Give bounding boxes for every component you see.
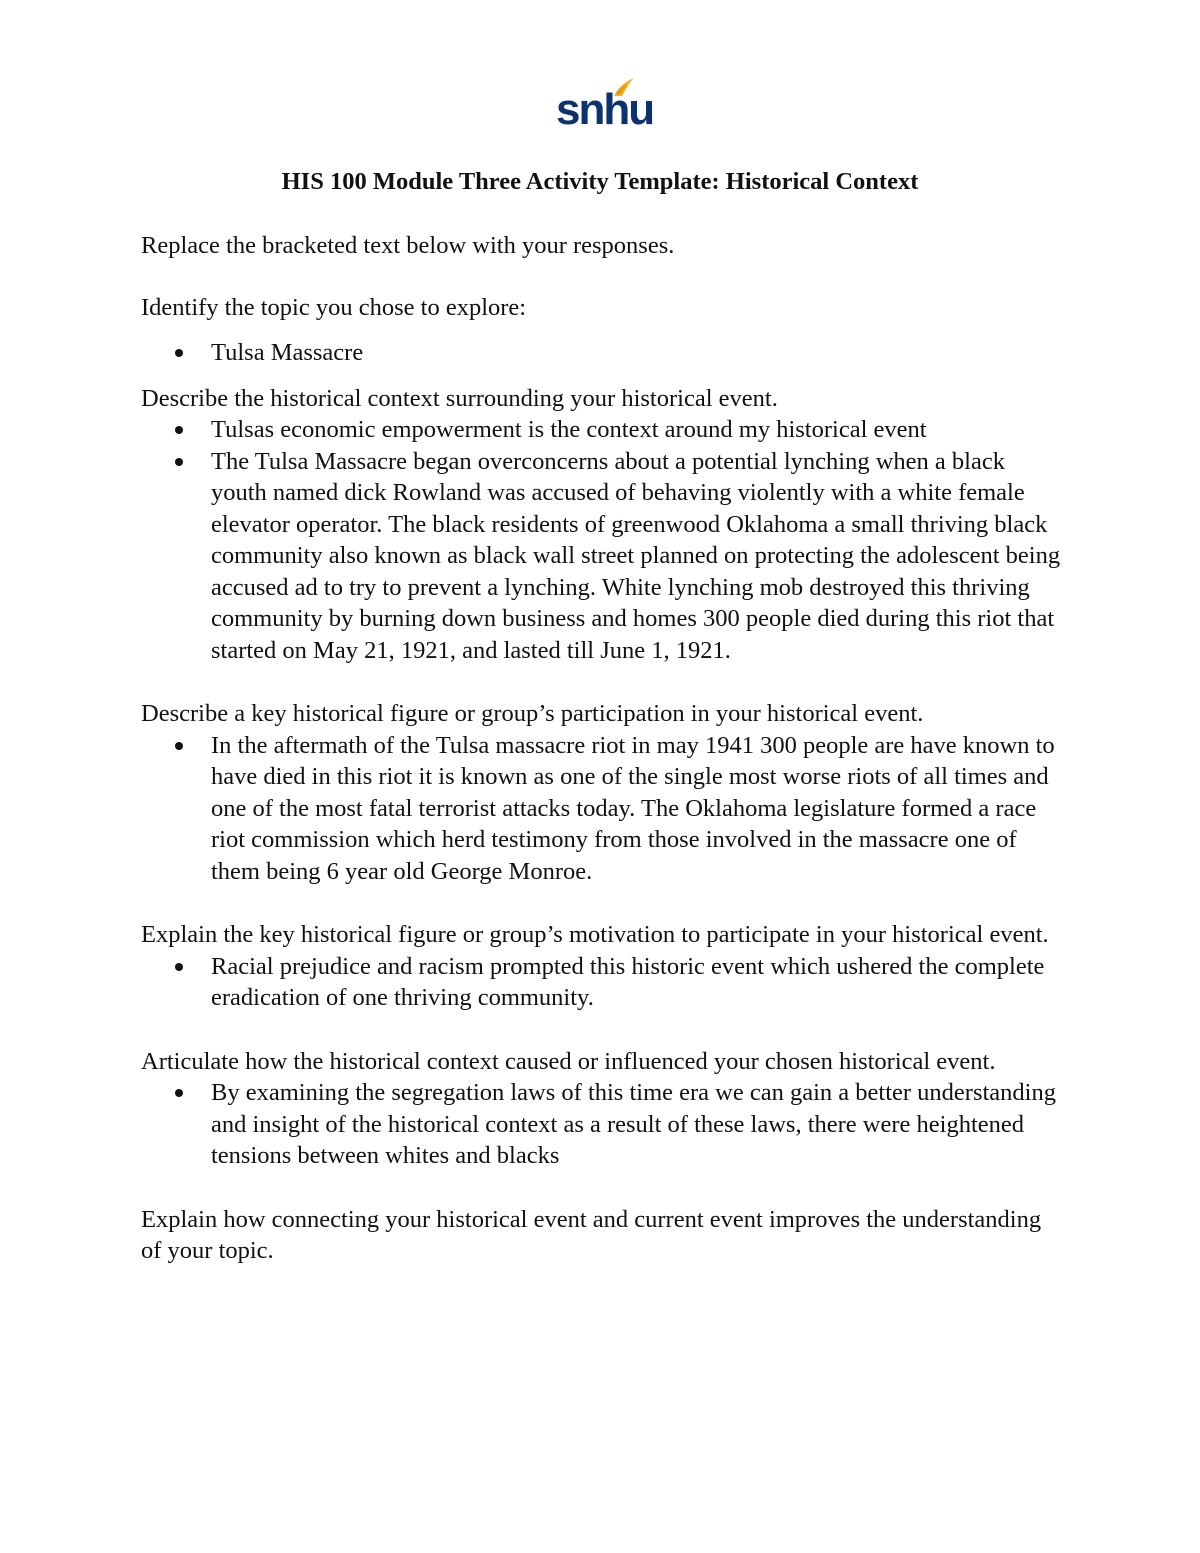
answer-item: In the aftermath of the Tulsa massacre riot in may 1941 300 people are have known to have died in this riot it is known as one of the single most worse riots of all times and one of the most fatal terrorist attacks today. The Oklahoma legislature formed a race riot commission which herd testimony from those involved in the massacre one of them being 6 year old George Monroe.	[141, 730, 1061, 888]
bullet-icon	[175, 458, 183, 466]
section-prompt: Describe a key historical figure or group’s participation in your historical event.	[141, 700, 924, 727]
answer-item: Tulsas economic empowerment is the context around my historical event	[141, 414, 1061, 446]
document-title: HIS 100 Module Three Activity Template: Historical Context	[281, 168, 919, 195]
bullet-icon	[175, 426, 183, 434]
answer-list	[141, 1077, 1061, 1172]
section-prompt: Explain how connecting your historical event and current event improves the understanding of your topic.	[141, 1205, 1042, 1264]
answer-item: The Tulsa Massacre began overconcerns about a potential lynching when a black youth named dick Rowland was accused of behaving violently with a white female elevator operator. The black residents of greenwood Oklahoma a small thriving black community also known as black wall street planned on protecting the adolescent being accused ad to try to prevent a lynching. White lynching mob destroyed this thriving community by burning down business and homes 300 people died during this riot that started on May 21, 1921, and lasted till June 1, 1921.	[141, 446, 1061, 667]
snhu-logo	[556, 74, 654, 134]
answer-item: Tulsa Massacre	[141, 337, 1061, 369]
bullet-icon	[175, 963, 183, 971]
section-prompt: Articulate how the historical context caused or influenced your chosen historical event.	[141, 1047, 996, 1075]
section-prompt: Identify the topic you chose to explore:	[141, 293, 527, 321]
answer-list	[141, 951, 1061, 1014]
instruction-text: Replace the bracketed text below with your responses.	[141, 232, 675, 259]
document-body	[141, 230, 1061, 1267]
answer-list	[141, 337, 1061, 369]
answer-item: Racial prejudice and racism prompted this historic event which ushered the complete eradication of one thriving community.	[141, 951, 1061, 1014]
answer-item: By examining the segregation laws of this time era we can gain a better understanding and insight of the historical context as a result of these laws, there were heightened tensions between whites and blacks	[141, 1077, 1061, 1172]
section-prompt: Describe the historical context surrounding your historical event.	[141, 384, 778, 412]
bullet-icon	[175, 1089, 183, 1097]
section-prompt: Explain the key historical figure or group’s motivation to participate in your historical event.	[141, 921, 1049, 948]
bullet-icon	[175, 742, 183, 750]
bullet-icon	[175, 349, 183, 357]
answer-list	[141, 414, 1061, 666]
answer-list	[141, 730, 1061, 888]
logo-wordmark: snhu	[556, 85, 654, 134]
